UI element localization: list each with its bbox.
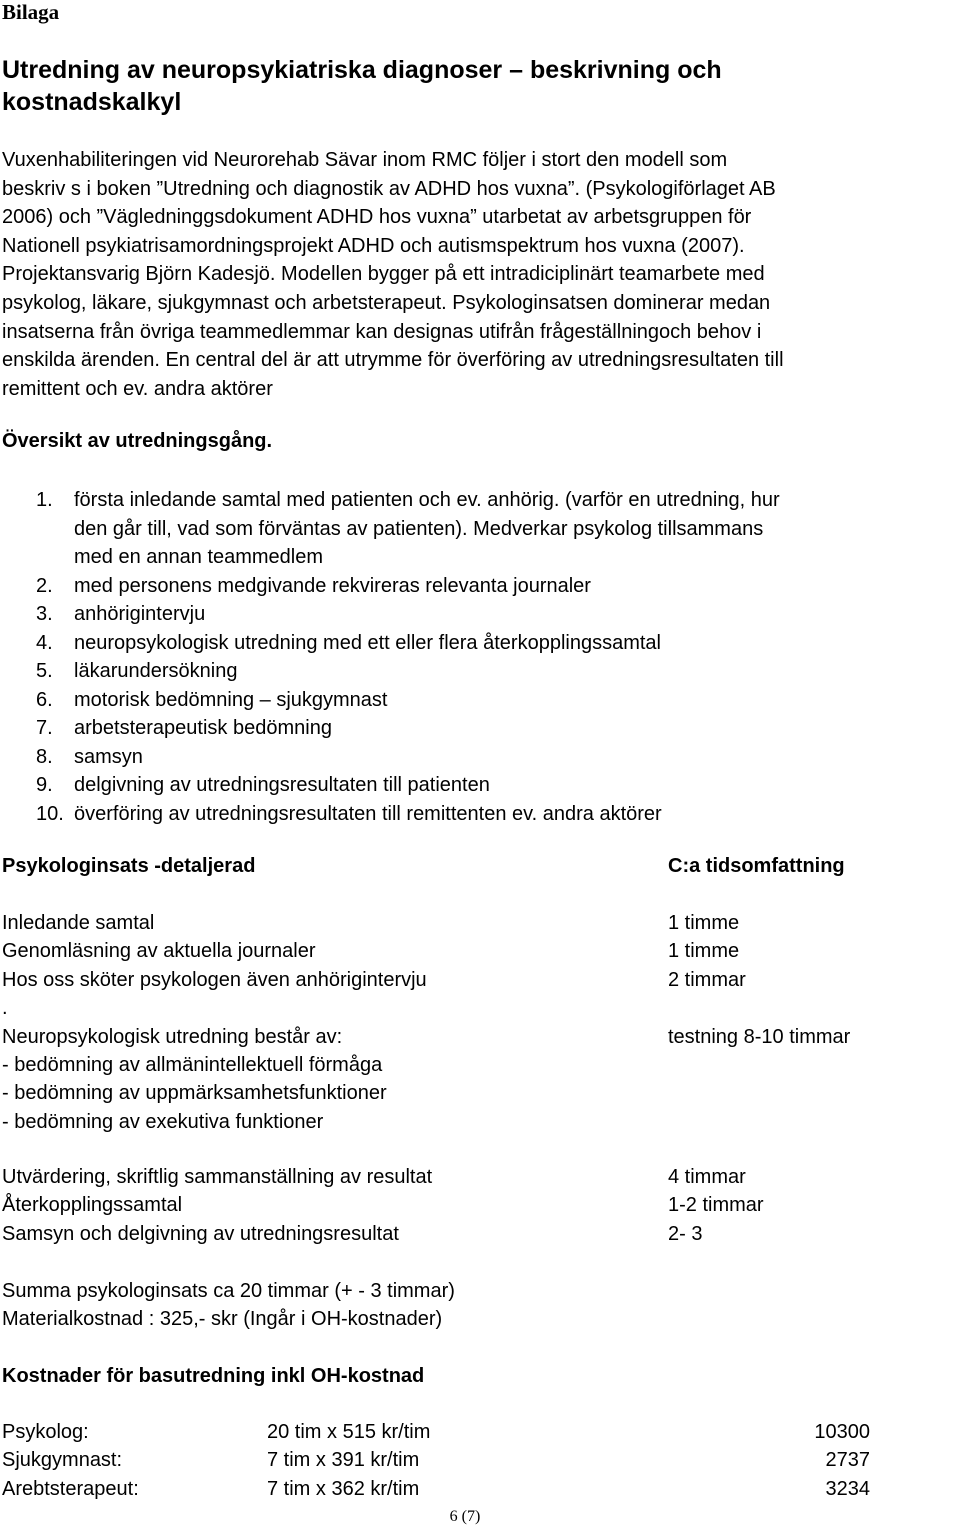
step-text: första inledande samtal med patienten och ev. anhörig. (varför en utredning, hur bbox=[74, 489, 780, 511]
psych-task: Utvärdering, skriftlig sammanställning av resultat bbox=[2, 1166, 433, 1188]
step-text: med personens medgivande rekvireras relevanta journaler bbox=[74, 574, 591, 597]
intro-line: psykolog, läkare, sjukgymnast och arbetsterapeut. Psykologinsatsen dominerar medan bbox=[2, 291, 771, 314]
psych-task: Neuropsykologisk utredning består av: bbox=[2, 1025, 343, 1048]
cost-sum: 3234 bbox=[825, 1477, 870, 1500]
step-text: överföring av utredningsresultaten till remittenten ev. andra aktörer bbox=[74, 802, 662, 825]
step-item bbox=[0, 800, 950, 829]
step-item bbox=[0, 629, 950, 658]
time-heading: C:a tidsomfattning bbox=[668, 855, 845, 877]
psych-task: Återkopplingssamtal bbox=[2, 1194, 183, 1217]
step-number: 7. bbox=[36, 717, 53, 739]
document-title: Utredning av neuropsykiatriska diagnoser – beskrivning och kostnadskalkyl bbox=[2, 56, 722, 116]
step-item bbox=[0, 714, 950, 743]
step-number: 8. bbox=[36, 745, 53, 768]
step-number: 6. bbox=[36, 688, 53, 711]
step-text: den går till, vad som förväntas av patienten). Medverkar psykolog tillsammans bbox=[74, 517, 764, 540]
summary-line: Materialkostnad : 325,- skr (Ingår i OH-kostnader) bbox=[2, 1308, 443, 1330]
step-number: 3. bbox=[36, 603, 53, 625]
cost-sum: 10300 bbox=[814, 1421, 870, 1443]
psych-task: Inledande samtal bbox=[2, 912, 155, 934]
psych-heading: Psykologinsats -detaljerad bbox=[2, 855, 256, 877]
step-item bbox=[0, 686, 950, 715]
page-number: 6 (7) bbox=[449, 1508, 481, 1525]
psych-task: Genomläsning av aktuella journaler bbox=[2, 940, 316, 963]
summary-line: Summa psykologinsats ca 20 timmar (+ - 3 timmar) bbox=[2, 1280, 455, 1302]
step-text: motorisk bedömning – sjukgymnast bbox=[74, 688, 388, 711]
intro-line: beskriv s i boken ”Utredning och diagnostik av ADHD hos vuxna”. (Psykologiförlaget AB bbox=[2, 177, 776, 200]
psych-task: - bedömning av uppmärksamhetsfunktioner bbox=[2, 1082, 387, 1105]
intro-line: insatserna från övriga teammedlemmar kan designas utifrån frågeställningoch behov i bbox=[2, 320, 762, 343]
step-item bbox=[0, 600, 950, 629]
step-item bbox=[0, 743, 950, 772]
step-text: neuropsykologisk utredning med ett eller flera återkopplingssamtal bbox=[74, 631, 661, 654]
step-text: arbetsterapeutisk bedömning bbox=[74, 717, 332, 739]
psych-task: - bedömning av allmänintellektuell förmåga bbox=[2, 1054, 383, 1076]
step-text: med en annan teammedlem bbox=[74, 546, 324, 568]
psych-time: 2 timmar bbox=[668, 968, 746, 991]
intro-line: Projektansvarig Björn Kadesjö. Modellen bygger på ett intradiciplinärt teamarbete med bbox=[2, 263, 765, 286]
psych-time: testning 8-10 timmar bbox=[668, 1025, 851, 1048]
step-item bbox=[0, 486, 950, 572]
overview-heading: Översikt av utredningsgång. bbox=[2, 430, 273, 452]
psych-time: 1 timme bbox=[668, 940, 740, 963]
intro-line: Nationell psykiatrisamordningsprojekt ADHD och autismspektrum hos vuxna (2007). bbox=[2, 234, 745, 257]
cost-calculation: 7 tim x 362 kr/tim bbox=[267, 1477, 420, 1500]
cost-heading: Kostnader för basutredning inkl OH-kostnad bbox=[2, 1365, 425, 1387]
step-text: anhörigintervju bbox=[74, 603, 206, 625]
step-text: samsyn bbox=[74, 745, 143, 768]
step-number: 1. bbox=[36, 489, 53, 511]
cost-calculation: 7 tim x 391 kr/tim bbox=[267, 1449, 420, 1472]
psych-task: - bedömning av exekutiva funktioner bbox=[2, 1110, 324, 1133]
cost-calculation: 20 tim x 515 kr/tim bbox=[267, 1421, 431, 1443]
cost-sum: 2737 bbox=[825, 1449, 870, 1472]
step-number: 4. bbox=[36, 631, 53, 654]
psych-time: 1 timme bbox=[668, 912, 740, 934]
step-text: delgivning av utredningsresultaten till patienten bbox=[74, 774, 490, 796]
cost-role: Arebtsterapeut: bbox=[2, 1477, 139, 1500]
psych-time: 4 timmar bbox=[668, 1166, 746, 1188]
step-number: 9. bbox=[36, 774, 53, 796]
step-number: 2. bbox=[36, 574, 53, 597]
psych-task: Samsyn och delgivning av utredningsresultat bbox=[2, 1222, 399, 1245]
step-item bbox=[0, 572, 950, 601]
step-text: läkarundersökning bbox=[74, 660, 238, 682]
cost-role: Psykolog: bbox=[2, 1421, 89, 1443]
psych-task: . bbox=[2, 997, 8, 1020]
cost-role: Sjukgymnast: bbox=[2, 1449, 123, 1472]
intro-line: enskilda ärenden. En central del är att utrymme för överföring av utredningsresultaten till bbox=[2, 349, 784, 372]
intro-line: Vuxenhabiliteringen vid Neurorehab Sävar inom RMC följer i stort den modell som bbox=[2, 149, 728, 171]
step-number: 5. bbox=[36, 660, 53, 682]
psych-time: 1-2 timmar bbox=[668, 1194, 764, 1217]
intro-line: remittent och ev. andra aktörer bbox=[2, 377, 273, 400]
psych-task: Hos oss sköter psykologen även anhörigintervju bbox=[2, 968, 427, 991]
step-number: 10. bbox=[36, 802, 64, 825]
step-item bbox=[0, 657, 950, 686]
step-item bbox=[0, 771, 950, 800]
intro-paragraph bbox=[2, 146, 960, 403]
psych-time: 2- 3 bbox=[668, 1222, 703, 1245]
intro-line: 2006) och ”Vägledninggsdokument ADHD hos vuxna” utarbetat av arbetsgruppen för bbox=[2, 206, 752, 229]
attachment-label: Bilaga bbox=[2, 0, 60, 24]
